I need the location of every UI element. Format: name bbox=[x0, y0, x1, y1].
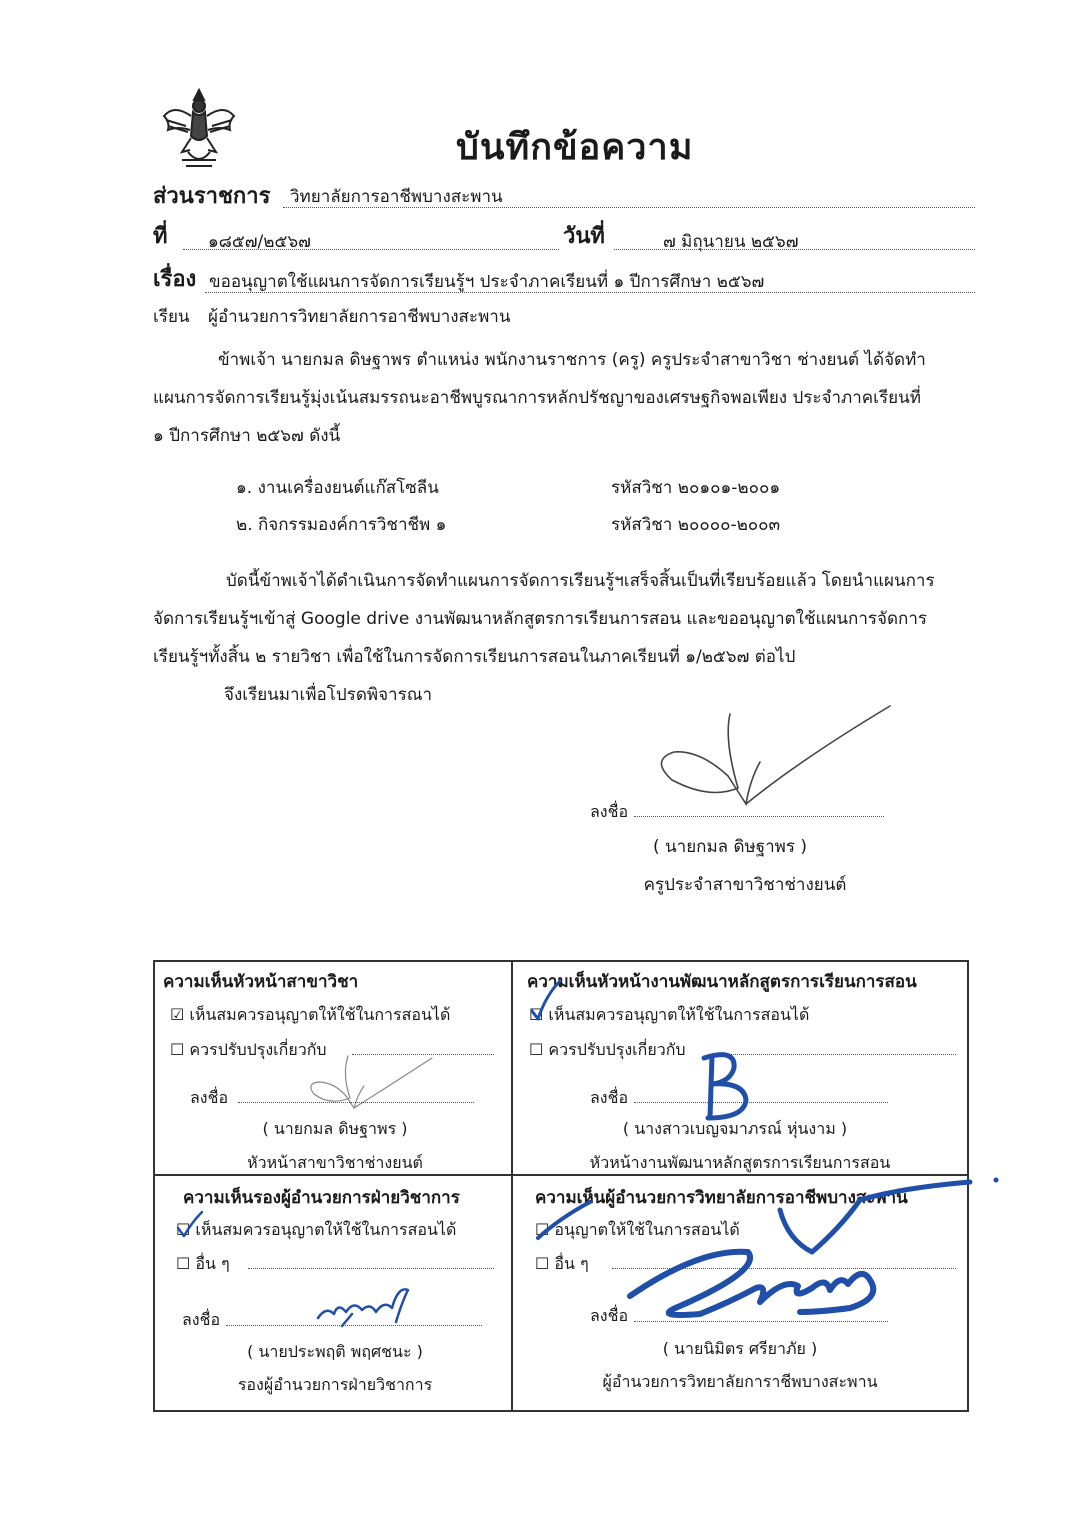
subject-dotline bbox=[205, 292, 975, 293]
agency-label: ส่วนราชการ bbox=[153, 184, 271, 209]
ref-dotline bbox=[183, 249, 559, 250]
date-dotline bbox=[614, 249, 975, 250]
course-name-2: ๒. กิจกรรมองค์การวิชาชีพ ๑ bbox=[236, 515, 447, 535]
ref-label: ที่ bbox=[153, 224, 168, 249]
course-name-1: ๑. งานเครื่องยนต์แก๊สโซลีน bbox=[236, 478, 439, 498]
signature-label: ลงชื่อ bbox=[590, 802, 629, 821]
deputy-director-checkmark-handwritten bbox=[170, 1210, 206, 1242]
para2-line3: เรียนรู้ฯทั้งสิ้น ๒ รายวิชา เพื่อใช้ในการจัดการเรียนการสอนในภาคเรียนที่ ๑/๒๕๖๗ ต่อไป bbox=[153, 647, 796, 667]
para1-line3: ๑ ปีการศึกษา ๒๕๖๗ ดังนี้ bbox=[153, 426, 341, 446]
deputy-director-name: ( นายประพฤติ พฤศชนะ ) bbox=[247, 1342, 423, 1361]
signature-dotline bbox=[634, 816, 884, 817]
head-curriculum-title: ความเห็นหัวหน้างานพัฒนาหลักสูตรการเรียนการสอน bbox=[527, 972, 917, 992]
closing-text: จึงเรียนมาเพื่อโปรดพิจารณา bbox=[224, 685, 433, 705]
garuda-emblem bbox=[160, 86, 238, 172]
head-curriculum-sign-dotline bbox=[634, 1102, 888, 1103]
para1-line2: แผนการจัดการเรียนรู้มุ่งเน้นสมรรถนะอาชีพบูรณาการหลักปรัชญาของเศรษฐกิจพอเพียง ประจำภาคเรียนที่ bbox=[153, 388, 921, 408]
head-dept-signature-handwritten bbox=[300, 1050, 440, 1115]
deputy-director-title: ความเห็นรองผู้อำนวยการฝ่ายวิชาการ bbox=[183, 1188, 460, 1208]
date-label: วันที่ bbox=[563, 224, 605, 249]
head-dept-title: ความเห็นหัวหน้าสาขาวิชา bbox=[163, 972, 359, 992]
head-curriculum-checkmark-handwritten bbox=[520, 975, 570, 1025]
director-sign-label: ลงชื่อ bbox=[590, 1306, 629, 1325]
head-dept-name: ( นายกมล ดิษฐาพร ) bbox=[262, 1119, 408, 1138]
head-curriculum-signature-handwritten bbox=[690, 1048, 760, 1128]
director-position: ผู้อำนวยการวิทยาลัยการาชีพบางสะพาน bbox=[602, 1372, 878, 1391]
director-title: ความเห็นผู้อำนวยการวิทยาลัยการอาชีพบางสะพาน bbox=[535, 1188, 908, 1208]
deputy-director-option2: ☐ อื่น ๆ bbox=[176, 1254, 230, 1273]
subject-value: ขออนุญาตใช้แผนการจัดการเรียนรู้ฯ ประจำภาคเรียนที่ ๑ ปีการศึกษา ๒๕๖๗ bbox=[209, 272, 765, 292]
head-curriculum-name: ( นางสาวเบญจมาภรณ์ หุ่นงาม ) bbox=[622, 1119, 848, 1138]
head-dept-sign-dotline bbox=[238, 1102, 474, 1103]
head-dept-option2: ☐ ควรปรับปรุงเกี่ยวกับ bbox=[170, 1040, 327, 1059]
director-option1: ☐ อนุญาตให้ใช้ในการสอนได้ bbox=[535, 1220, 740, 1239]
head-curriculum-position: หัวหน้างานพัฒนาหลักสูตรการเรียนการสอน bbox=[589, 1153, 891, 1172]
director-sign-dotline bbox=[634, 1321, 888, 1322]
agency-dotline bbox=[283, 207, 975, 208]
to-label: เรียน bbox=[153, 307, 190, 327]
document-title: บันทึกข้อความ bbox=[456, 127, 694, 168]
para1-line1: ข้าพเจ้า นายกมล ดิษฐาพร ตำแหน่ง พนักงานราชการ (ครู) ครูประจำสาขาวิชา ช่างยนต์ ได้จัดทำ bbox=[218, 350, 926, 370]
para2-line2: จัดการเรียนรู้ฯเข้าสู่ Google drive งานพัฒนาหลักสูตรการเรียนการสอน และขออนุญาตใช้แผนการจัดการ bbox=[153, 609, 927, 629]
head-curriculum-sign-label: ลงชื่อ bbox=[590, 1088, 629, 1107]
head-dept-option1: ☑ เห็นสมควรอนุญาตให้ใช้ในการสอนได้ bbox=[170, 1005, 451, 1024]
subject-label: เรื่อง bbox=[153, 267, 197, 292]
signature-handwritten bbox=[650, 700, 900, 815]
ref-value: ๑๘๕๗/๒๕๖๗ bbox=[208, 232, 311, 252]
head-dept-sign-label: ลงชื่อ bbox=[190, 1088, 229, 1107]
to-value: ผู้อำนวยการวิทยาลัยการอาชีพบางสะพาน bbox=[208, 307, 511, 327]
director-option2: ☐ อื่น ๆ bbox=[535, 1254, 589, 1273]
head-dept-position: หัวหน้าสาขาวิชาช่างยนต์ bbox=[247, 1153, 423, 1172]
director-name: ( นายนิมิตร ศรียาภัย ) bbox=[662, 1339, 818, 1358]
agency-value: วิทยาลัยการอาชีพบางสะพาน bbox=[290, 187, 503, 207]
date-value: ๗ มิถุนายน ๒๕๖๗ bbox=[663, 232, 799, 252]
approval-divider-vertical bbox=[511, 960, 513, 1412]
signer-position: ครูประจำสาขาวิชาช่างยนต์ bbox=[643, 875, 847, 895]
deputy-director-option1: ☐ เห็นสมควรอนุญาตให้ใช้ในการสอนได้ bbox=[176, 1220, 457, 1239]
deputy-director-position: รองผู้อำนวยการฝ่ายวิชาการ bbox=[237, 1375, 433, 1394]
signer-name: ( นายกมล ดิษฐาพร ) bbox=[652, 837, 808, 857]
course-code-2: รหัสวิชา ๒๐๐๐๐-๒๐๐๓ bbox=[611, 515, 781, 535]
deputy-director-option2-dotline bbox=[248, 1268, 494, 1269]
head-curriculum-option1: ☐ เห็นสมควรอนุญาตให้ใช้ในการสอนได้ bbox=[529, 1005, 810, 1024]
deputy-director-sign-dotline bbox=[226, 1325, 482, 1326]
deputy-director-sign-label: ลงชื่อ bbox=[182, 1310, 221, 1329]
course-code-1: รหัสวิชา ๒๐๑๐๑-๒๐๐๑ bbox=[611, 478, 781, 498]
head-curriculum-option2: ☐ ควรปรับปรุงเกี่ยวกับ bbox=[529, 1040, 686, 1059]
para2-line1: บัดนี้ข้าพเจ้าได้ดำเนินการจัดทำแผนการจัดการเรียนรู้ฯเสร็จสิ้นเป็นที่เรียบร้อยแล้ว โดยนำแผนการ bbox=[226, 571, 935, 591]
